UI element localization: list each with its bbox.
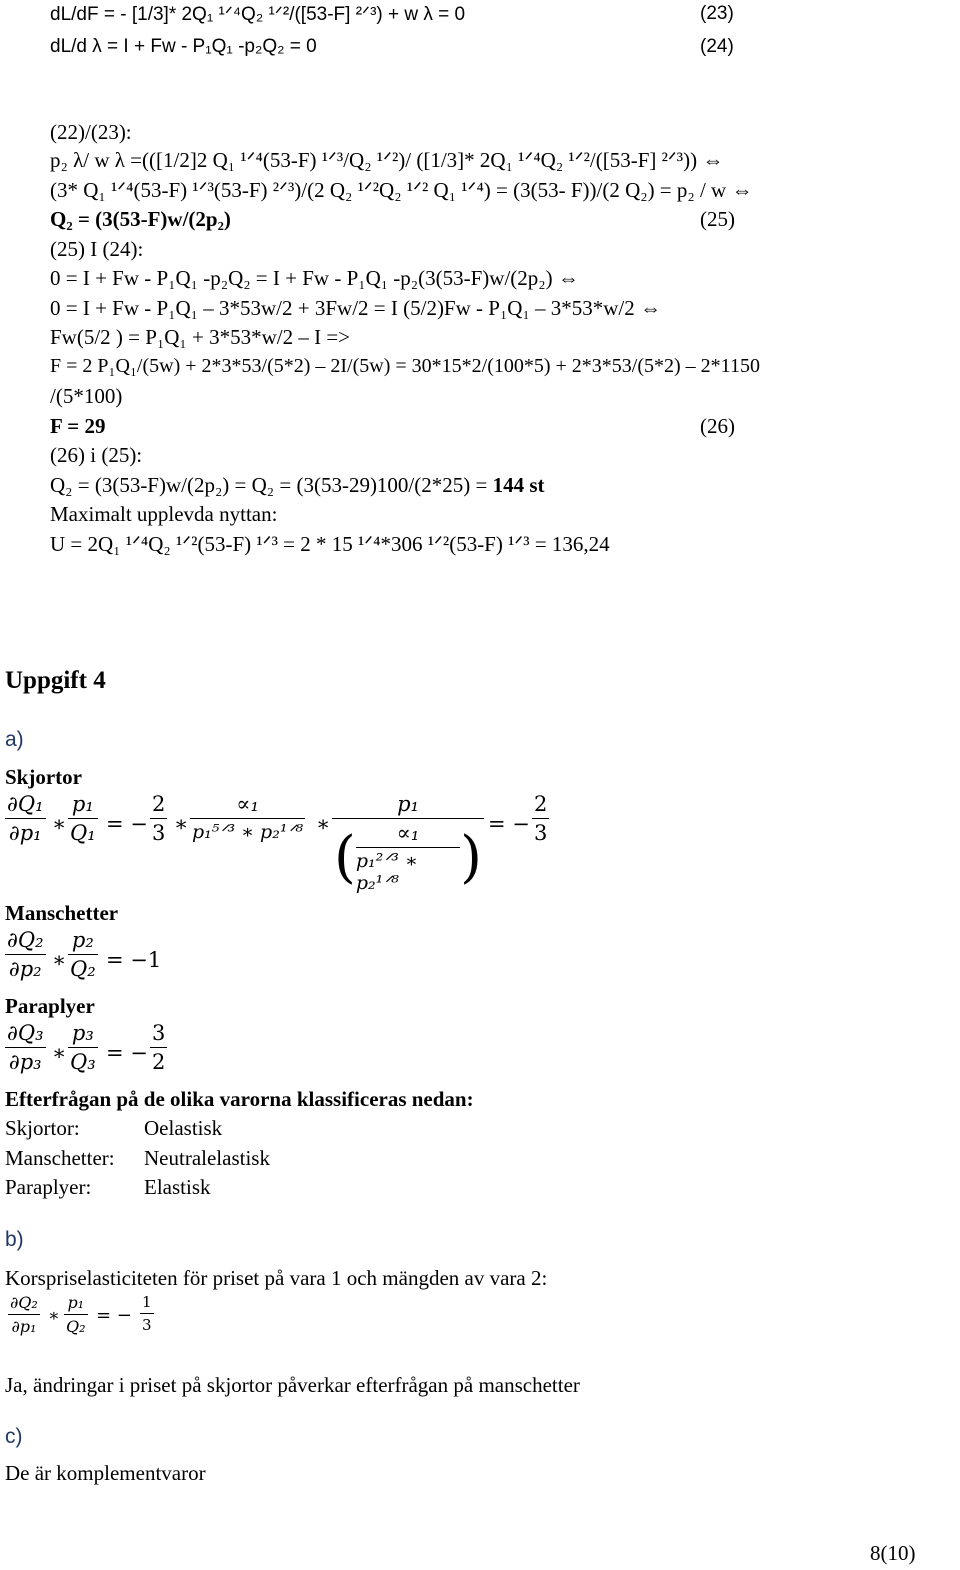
equals-minus: = −: [106, 1041, 148, 1065]
numerator: 2: [534, 792, 548, 816]
numerator: ∝₁: [236, 792, 259, 816]
komplementvaror-answer: De är komplementvaror: [5, 1461, 206, 1485]
derivation-line-6: F = 2 P₁Q₁/(5w) + 2*3*53/(5*2) – 2I/(5w) = 30*15*2/(100*5) + 2*3*53/(5*2) – 2*1150: [50, 355, 760, 377]
page-number: 8(10): [870, 1541, 916, 1565]
efterfragan-heading: Efterfrågan på de olika varorna klassificeras nedan:: [5, 1087, 474, 1111]
derivation-line-7: /(5*100): [50, 384, 123, 408]
cross-effect-answer: Ja, ändringar i priset på skjortor påverkar efterfrågan på manschetter: [5, 1373, 580, 1397]
denominator: ∂p₃: [8, 1050, 42, 1074]
numerator: p₂: [71, 928, 94, 952]
inner-frac: [356, 821, 460, 894]
max-utility-expr: U = 2Q₁ ¹ᐟ⁴Q₂ ¹ᐟ²(53-F) ¹ᐟ³ = 2 * 15 ¹ᐟ⁴*306 ¹ᐟ²(53-F) ¹ᐟ³ = 136,24: [50, 532, 610, 556]
frac-dq3-dp3: [5, 1021, 46, 1074]
result-q2-expr: Q₂ = (3(53-F)w/(2p₂) = Q₂ = (3(53-29)100/(2*25) =: [50, 473, 493, 497]
part-c-label: c): [5, 1425, 23, 1448]
denominator: Q₂: [70, 957, 96, 981]
numerator: p₁: [397, 792, 419, 816]
denominator: ∂p₂: [8, 957, 42, 981]
result-q2-value: 144 st: [492, 473, 545, 497]
derivation-line-2: (3* Q₁ ¹ᐟ⁴(53-F) ¹ᐟ³(53-F) ²ᐟ³)/(2 Q₂ ¹ᐟ²Q₂ ¹ᐟ² Q₁ ¹ᐟ⁴) = (3(53- F))/(2 Q₂) = p₂ / w ⇔: [50, 178, 753, 202]
numerator: 3: [152, 1021, 166, 1045]
class-label-manschetter: Manschetter:: [5, 1146, 115, 1170]
eq-24-number: (24): [700, 36, 734, 57]
class-label-paraplyer: Paraplyer:: [5, 1175, 92, 1199]
frac-1-3: [140, 1293, 154, 1334]
eq-24: dL/d λ = I + Fw - P₁Q₁ -p₂Q₂ = 0: [50, 36, 317, 57]
derivation-line-1: p₂ λ/ w λ =(([1/2]2 Q₁ ¹ᐟ⁴(53-F) ¹ᐟ³/Q₂ ¹ᐟ²)/ ([1/3]* 2Q₁ ¹ᐟ⁴Q₂ ¹ᐟ²/([53-F] ²ᐟ³)) ⇔: [50, 148, 724, 172]
inner-numerator: ∝₁: [396, 821, 420, 845]
eq-25-number: (25): [700, 207, 735, 231]
denominator: 3: [152, 821, 166, 845]
numerator: ∂Q₂: [7, 928, 44, 952]
part-a-label: a): [5, 728, 24, 751]
class-value-skjortor: Oelastisk: [144, 1116, 223, 1140]
ref-22-23: (22)/(23):: [50, 120, 132, 144]
frac-p3-q3: [68, 1021, 98, 1074]
korspriselasticitet-text: Korspriselasticiteten för priset på vara 1 och mängden av vara 2:: [5, 1266, 548, 1290]
frac-p1-q2: [64, 1293, 88, 1336]
eq-25: Q₂ = (3(53-F)w/(2p₂): [50, 207, 231, 231]
max-utility-label: Maximalt upplevda nyttan:: [50, 502, 278, 526]
result-q2: [50, 473, 545, 498]
equals-minus-2: = −: [488, 812, 530, 836]
numerator: ∂Q₂: [10, 1293, 38, 1312]
denominator: ∂p₁: [11, 1317, 37, 1336]
frac-dq2-dp1: [8, 1293, 40, 1336]
numerator: p₁: [67, 1293, 85, 1312]
denominator: Q₂: [66, 1317, 86, 1336]
frac-p2-q2: [68, 928, 98, 981]
eq-26-number: (26): [700, 414, 735, 438]
inner-denominator: p₁²ᐟ³ ∗ p₂¹ᐟ⁸: [355, 850, 418, 894]
class-value-paraplyer: Elastisk: [144, 1175, 211, 1199]
paraplyer-heading: Paraplyer: [5, 994, 95, 1018]
eq-23: dL/dF = - [1/3]* 2Q₁ ¹ᐟ⁴Q₂ ¹ᐟ²/([53-F] ²ᐟ³) + w λ = 0: [50, 4, 466, 25]
denominator: 2: [152, 1050, 166, 1074]
manschetter-heading: Manschetter: [5, 901, 119, 925]
numerator: 1: [142, 1293, 152, 1311]
derivation-line-4: 0 = I + Fw - P₁Q₁ – 3*53w/2 + 3Fw/2 = I (5/2)Fw - P₁Q₁ – 3*53*w/2 ⇔: [50, 296, 662, 320]
skjortor-heading: Skjortor: [5, 765, 82, 789]
denominator: p₁⁵ᐟ³ ∗ p₂¹ᐟ⁸: [192, 821, 304, 843]
numerator: ∂Q₃: [7, 1021, 44, 1045]
denominator: Q₃: [70, 1050, 96, 1074]
frac-dq2-dp2: [5, 928, 46, 981]
ref-26-25: (26) i (25):: [50, 443, 143, 467]
equals-minus-one: = −1: [106, 948, 162, 972]
denominator-group: ( ∝₁ p₁²ᐟ³ ∗ p₂¹ᐟ⁸ ): [334, 821, 482, 894]
derivation-line-5: Fw(5/2 ) = P₁Q₁ + 3*53*w/2 – I =>: [50, 325, 351, 349]
numerator: ∂Q₁: [7, 792, 44, 816]
frac-alpha-p: [190, 792, 305, 843]
frac-3-2: [150, 1021, 167, 1074]
section-title: Uppgift 4: [5, 667, 106, 694]
class-label-skjortor: Skjortor:: [5, 1116, 80, 1140]
eq-23-number: (23): [700, 3, 734, 24]
numerator: p₃: [71, 1021, 94, 1045]
class-value-manschetter: Neutralelastisk: [144, 1146, 270, 1170]
frac-p1-q1: [68, 792, 98, 845]
numerator: p₁: [71, 792, 94, 816]
eq-26: F = 29: [50, 414, 106, 438]
equals-minus: = −: [106, 812, 148, 836]
denominator: 3: [142, 1316, 152, 1334]
frac-2-3: [150, 792, 167, 845]
ref-25-24: (25) I (24):: [50, 237, 144, 261]
frac-p1-over-alpha: [332, 792, 484, 894]
equals-minus: = −: [96, 1305, 132, 1326]
denominator: Q₁: [70, 821, 96, 845]
derivation-line-3: 0 = I + Fw - P₁Q₁ -p₂Q₂ = I + Fw - P₁Q₁ -p₂(3(53-F)w/(2p₂) ⇔: [50, 266, 579, 290]
frac-2-3-result: [532, 792, 549, 845]
part-b-label: b): [5, 1228, 24, 1251]
denominator: ∂p₁: [8, 821, 42, 845]
denominator: 3: [534, 821, 548, 845]
frac-dq1-dp1: [5, 792, 46, 845]
numerator: 2: [152, 792, 166, 816]
